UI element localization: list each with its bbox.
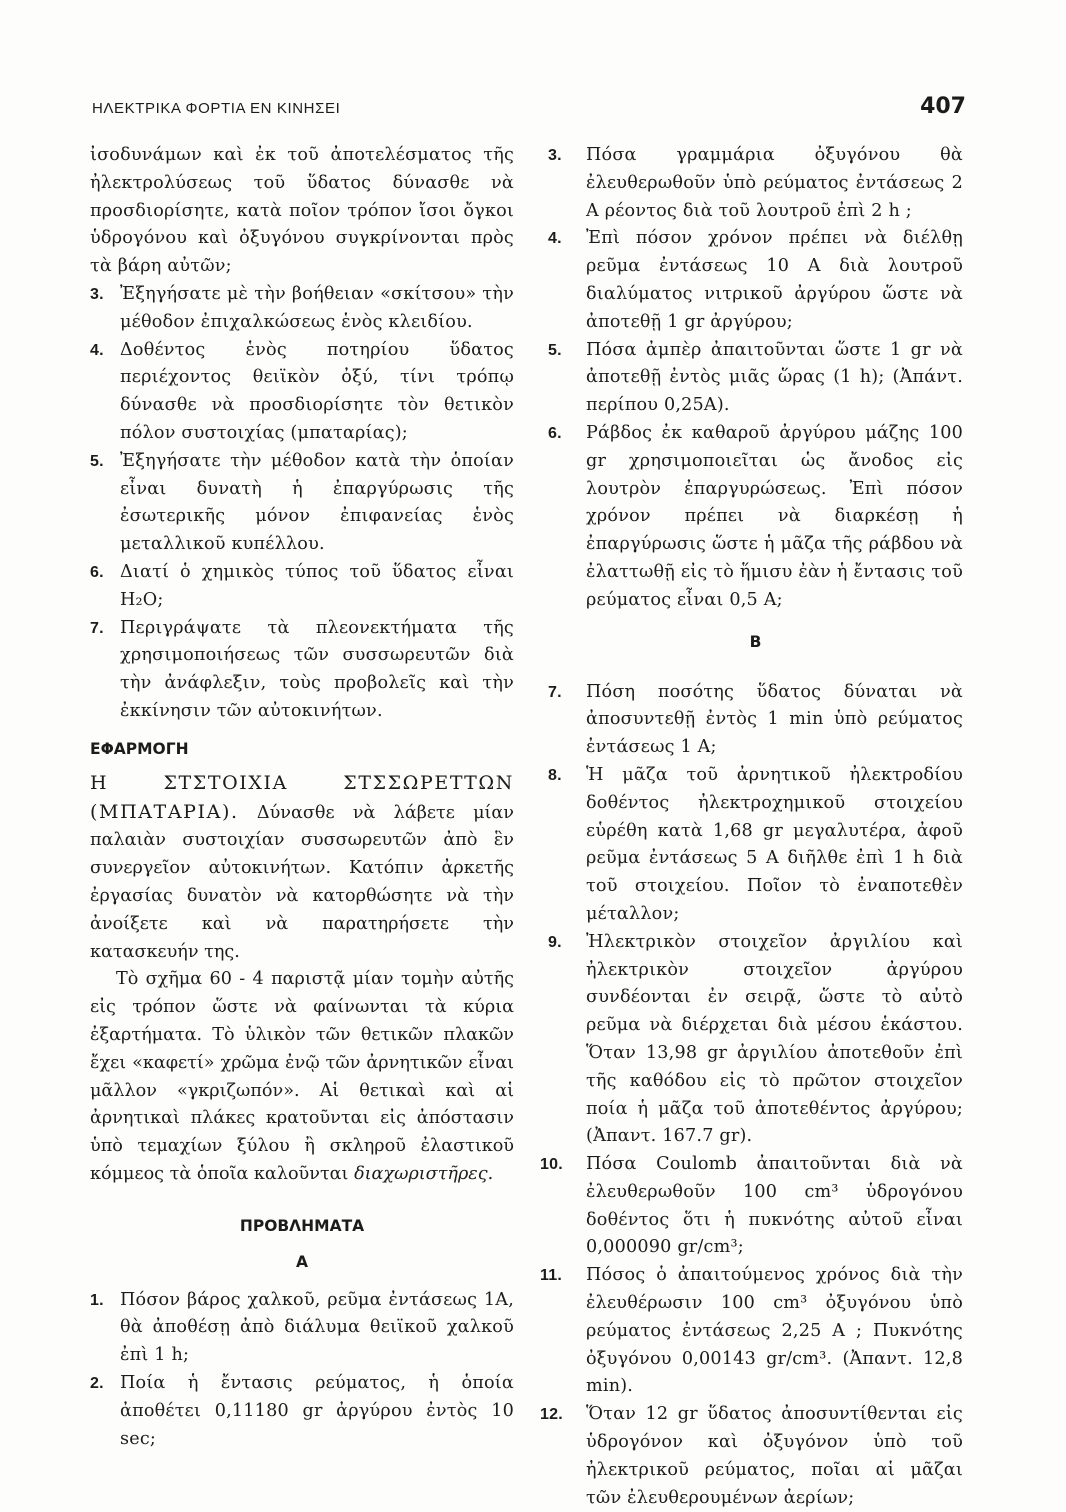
question-text: Ἐξηγήσατε μὲ τὴν βοήθειαν «σκίτσου» τὴν μέθοδον ἐπιχαλκώσεως ἑνὸς κλειδίου.	[120, 283, 514, 332]
application-heading: Η ΣΤΣΤΟΙΧΙΑ ΣΤΣΣΩΡΕΤΤΩΝ (ΜΠΑΤΑΡΙΑ).	[90, 771, 514, 823]
problem-number: 7.	[548, 683, 562, 701]
question-number: 5.	[90, 452, 104, 470]
question-text: Περιγράψατε τὰ πλεονεκτήματα τῆς χρησιμοποιήσεως τῶν συσσωρευτῶν διὰ τὴν ἀνάφλεξιν, τοὺς προβολεῖς καὶ τὴν ἐκκίνησιν τῶν αὐτοκινήτων.	[120, 617, 514, 721]
problem-text: Πόσα γραμμάρια ὀξυγόνου θὰ ἐλευθερωθοῦν ὑπὸ ρεύματος ἐντάσεως 2 A ρέοντος διὰ τοῦ λουτροῦ ἐπὶ 2 h ;	[586, 145, 963, 221]
problem-text: Ποία ἡ ἔντασις ρεύματος, ἡ ὁποία ἀποθέτει 0,11180 gr ἀργύρου ἐντὸς 10 sec;	[120, 1373, 514, 1449]
problem-number: 8.	[548, 766, 562, 784]
problem-item	[540, 1151, 963, 1262]
question-number: 4.	[90, 341, 104, 359]
application-paragraph-2	[90, 966, 514, 1188]
problem-number: 10.	[540, 1156, 563, 1174]
question-text: Ἐξηγήσατε τὴν μέθοδον κατὰ τὴν ὁποίαν εἶναι δυνατὴ ἡ ἐπαργύρωσις τῆς ἐσωτερικῆς μόνον ἐπιφανείας ἑνὸς μεταλλικοῦ κυπέλλου.	[120, 450, 514, 555]
question-number: 6.	[90, 563, 104, 581]
question-text: Δοθέντος ἑνὸς ποτηρίου ὕδατος περιέχοντος θειϊκὸν ὀξύ, τίνι τρόπῳ δύνασθε νὰ προσδιορίσητε τὸν θετικὸν πόλον συστοιχίας (μπαταρίας);	[120, 339, 514, 443]
problem-item	[540, 1262, 963, 1401]
right-column	[540, 142, 963, 1512]
problem-number: 12.	[540, 1406, 563, 1424]
problem-text: Ἐπὶ πόσον χρόνον πρέπει νὰ διέλθῃ ρεῦμα ἐντάσεως 10 A διὰ λουτροῦ διαλύματος νιτρικοῦ ἀργύρου ὥστε νὰ ἀποτεθῇ 1 gr ἀργύρου;	[586, 228, 963, 332]
left-column	[90, 142, 514, 1453]
question-item	[90, 615, 514, 726]
problem-item	[548, 225, 963, 336]
page-number: 407	[920, 94, 966, 119]
question-item	[90, 559, 514, 615]
group-a-label: Α	[296, 1252, 308, 1271]
problem-item	[90, 1287, 514, 1370]
problem-number: 3.	[548, 147, 562, 164]
problem-text: Πόσος ὁ ἀπαιτούμενος χρόνος διὰ τὴν ἐλευθέρωσιν 100 cm³ ὀξυγόνου ὑπὸ ρεύματος ἐντάσεως 2,25 A ; Πυκνότης ὀξυγόνου 0,00143 gr/cm³. (Ἀπαντ. 12,8 min).	[586, 1265, 963, 1397]
problem-number: 4.	[548, 230, 562, 248]
problem-item	[90, 1370, 514, 1453]
problem-number: 1.	[90, 1291, 104, 1309]
page-header	[92, 96, 966, 126]
question-item	[90, 448, 514, 559]
problem-text: Πόσα ἀμπὲρ ἀπαιτοῦνται ὥστε 1 gr νὰ ἀποτεθῇ ἐντὸς μιᾶς ὥρας (1 h); (Ἀπάντ. περίπου 0,25A).	[586, 339, 963, 416]
problem-text: Ράβδος ἐκ καθαροῦ ἀργύρου μάζης 100 gr χρησιμοποιεῖται ὡς ἄνοδος εἰς λουτρὸν ἐπαργυρώσεως. Ἐπὶ πόσον χρόνον πρέπει νὰ διαρκέσῃ ἡ ἐπαργύρωσις ὥστε ἡ μᾶζα τῆς ράβδου νὰ ἐλαττωθῇ εἰς τὸ ἥμισυ ἐὰν ἡ ἔντασις τοῦ ρεύματος εἶναι 0,5 A;	[586, 422, 963, 610]
problem-text: Πόσα Coulomb ἀπαιτοῦνται διὰ νὰ ἐλευθερωθοῦν 100 cm³ ὑδρογόνου δοθέντος ὅτι ἡ πυκνότης αὐτοῦ εἶναι 0,000090 gr/cm³;	[586, 1154, 963, 1258]
problem-item	[548, 420, 963, 615]
problem-text: Πόσον βάρος χαλκοῦ, ρεῦμα ἐντάσεως 1A, θὰ ἀποθέσῃ ἀπὸ διάλυμα θειϊκοῦ χαλκοῦ ἐπὶ 1 h;	[120, 1289, 514, 1366]
question-number: 7.	[90, 619, 104, 637]
question-text: Διατί ὁ χημικὸς τύπος τοῦ ὕδατος εἶναι H₂O;	[120, 561, 514, 610]
application-text-2: Τὸ σχῆμα 60 - 4 παριστᾷ μίαν τομὴν αὐτῆς εἰς τρόπον ὥστε νὰ φαίνωνται τὰ κύρια ἐξαρτήματα. Τὸ ὑλικὸν τῶν θετικῶν πλακῶν ἔχει «καφετί» χρῶμα ἐνῷ τῶν ἀρνητικῶν εἶναι μᾶλλον «γκριζωπόν». Αἱ θετικαὶ καὶ αἱ ἀρνητικαὶ πλάκες κρατοῦνται εἰς ἀπόστασιν ὑπὸ τεμαχίων ξύλου ἢ σκληροῦ ἐλαστικοῦ κόμμεος τὰ ὁποῖα καλοῦνται	[90, 969, 514, 1184]
problem-item	[548, 142, 963, 225]
group-b-label: Β	[749, 632, 762, 651]
problem-text: Ὅταν 12 gr ὕδατος ἀποσυντίθενται εἰς ὑδρογόνον καὶ ὀξυγόνον ὑπὸ τοῦ ἠλεκτρικοῦ ρεύματος, ποῖαι αἱ μᾶζαι τῶν ἐλευθερουμένων ἀερίων;	[586, 1404, 963, 1508]
question-number: 3.	[90, 285, 104, 303]
application-title: ΕΦΑΡΜΟΓΗ	[90, 739, 189, 758]
problem-number: 5.	[548, 341, 562, 359]
problem-number: 2.	[90, 1375, 104, 1393]
application-paragraph-1	[90, 770, 514, 967]
problem-number: 6.	[548, 424, 562, 442]
application-emphasis: διαχωριστῆρες.	[354, 1163, 494, 1184]
continuation-paragraph: ἰσοδυνάμων καὶ ἐκ τοῦ ἀποτελέσματος τῆς ἠλεκτρολύσεως τοῦ ὕδατος δύνασθε νὰ προσδιορίσητε, κατὰ ποῖον τρόπον ἴσοι ὄγκοι ὑδρογόνου καὶ ὀξυγόνου συγκρίνονται πρὸς τὰ βάρη αὐτῶν;	[90, 145, 514, 277]
problem-text: Πόση ποσότης ὕδατος δύναται νὰ ἀποσυντεθῇ ἐντὸς 1 min ὑπὸ ρεύματος ἐντάσεως 1 A;	[586, 681, 963, 758]
application-text-1: Δύνασθε νὰ λάβετε μίαν παλαιὰν συστοιχίαν συσσωρευτῶν ἀπὸ ἓν συνεργεῖον αὐτοκινήτων. Κατόπιν ἀρκετῆς ἐργασίας δυνατὸν νὰ κατορθώσητε νὰ τὴν ἀνοίξετε καὶ νὰ παρατηρήσετε τὴν κατασκευήν της.	[90, 802, 515, 962]
question-item	[90, 281, 514, 337]
problem-item	[548, 929, 963, 1151]
problem-text: Ἡ μᾶζα τοῦ ἀρνητικοῦ ἠλεκτροδίου δοθέντος ἠλεκτροχημικοῦ στοιχείου εὑρέθη κατὰ 1,68 gr μεγαλυτέρα, ἀφοῦ ρεῦμα ἐντάσεως 5 A διῆλθε ἐπὶ 1 h διὰ τοῦ στοιχείου. Ποῖον τὸ ἐναποτεθὲν μέταλλον;	[586, 764, 963, 924]
problem-text: Ἠλεκτρικὸν στοιχεῖον ἀργιλίου καὶ ἠλεκτρικὸν στοιχεῖον ἀργύρου συνδέονται ἐν σειρᾷ, ὥστε τὸ αὐτὸ ρεῦμα νὰ διέρχεται διὰ μέσου ἑκάστου. Ὅταν 13,98 gr ἀργιλίου ἀποτεθοῦν ἐπὶ τῆς καθόδου εἰς τὸ πρῶτον στοιχεῖον ποία ἡ μᾶζα τοῦ ἀποτεθέντος ἀργύρου; (Ἀπαντ. 167.7 gr).	[586, 931, 963, 1147]
running-title: ΗΛΕΚΤΡΙΚΑ ΦΟΡΤΙΑ ΕΝ ΚΙΝΗΣΕΙ	[92, 100, 341, 117]
problem-item	[548, 762, 963, 929]
problem-number: 11.	[540, 1267, 562, 1285]
problem-item	[548, 337, 963, 420]
problems-title: ΠΡΟΒΛΗΜΑΤΑ	[239, 1216, 365, 1235]
problem-item	[548, 679, 963, 762]
question-item	[90, 337, 514, 448]
problem-number: 9.	[548, 933, 562, 951]
problem-item	[540, 1401, 963, 1512]
